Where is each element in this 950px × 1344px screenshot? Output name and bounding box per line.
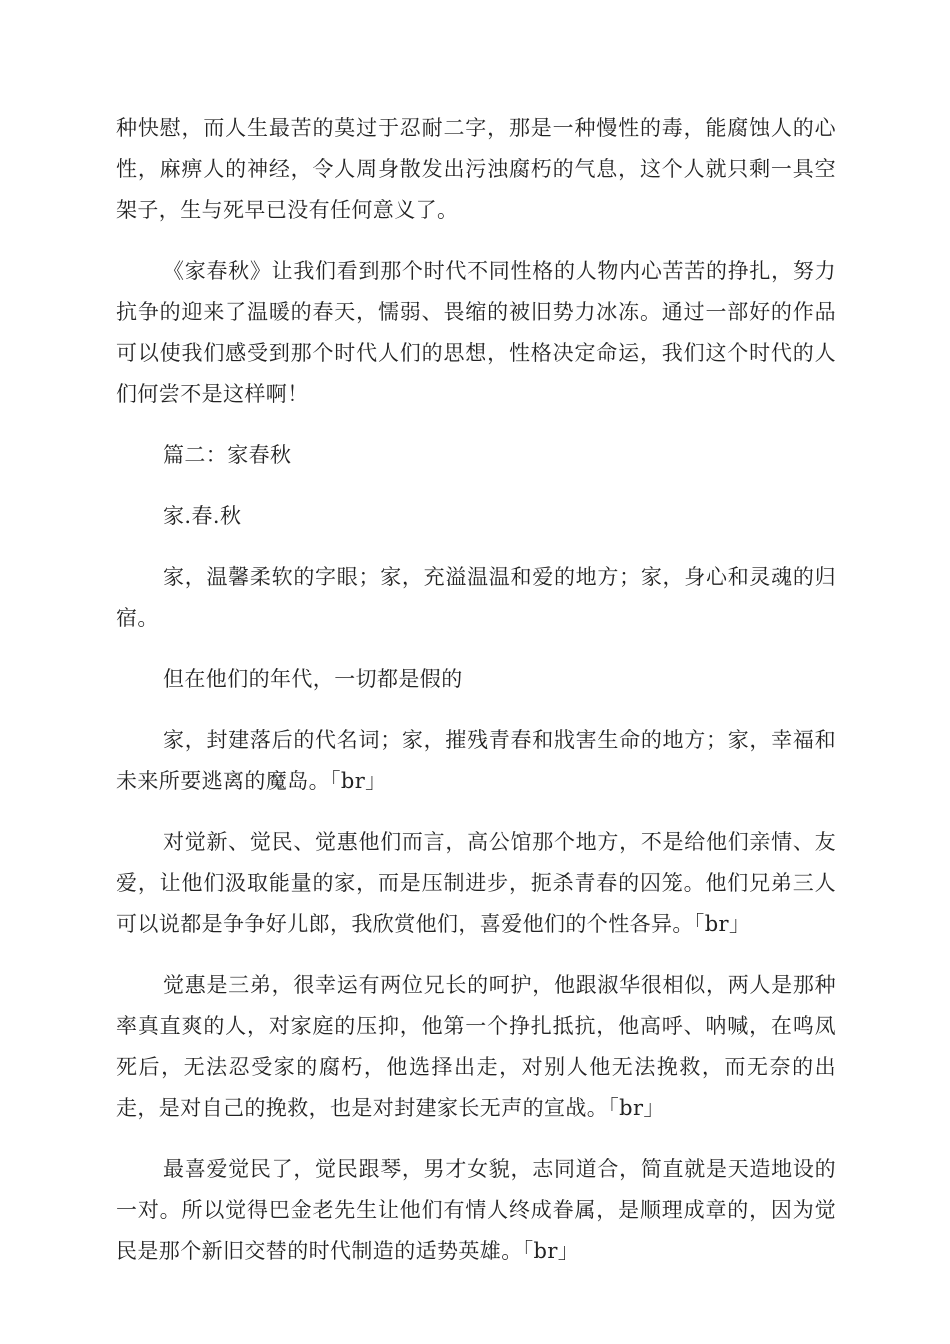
paragraph-continued: 种快慰，而人生最苦的莫过于忍耐二字，那是一种慢性的毒，能腐蚀人的心性，麻痹人的神经，令人周身散发出污浊腐朽的气息，这个人就只剩一具空架子，生与死早已没有任何意义了。 — [116, 116, 836, 222]
section-heading: 篇二：家春秋 — [163, 443, 292, 467]
document-page — [116, 108, 836, 1292]
paragraph: 最喜爱觉民了，觉民跟琴，男才女貌，志同道合，简直就是天造地设的一对。所以觉得巴金老先生让他们有情人终成眷属，是顺理成章的，因为觉民是那个新旧交替的时代制造的适势英雄。「br」 — [116, 1157, 836, 1263]
paragraph: 家，封建落后的代名词；家，摧残青春和戕害生命的地方；家，幸福和未来所要逃离的魔岛。「br」 — [116, 728, 836, 793]
paragraph: 觉惠是三弟，很幸运有两位兄长的呵护，他跟淑华很相似，两人是那种率真直爽的人，对家庭的压抑，他第一个挣扎抵抗，他高呼、呐喊，在鸣凤死后，无法忍受家的腐朽，他选择出走，对别人他无法挽救，而无奈的出走，是对自己的挽救，也是对封建家长无声的宣战。「br」 — [116, 973, 836, 1120]
section-title: 家.春.秋 — [163, 504, 242, 528]
paragraph-summary: 《家春秋》让我们看到那个时代不同性格的人物内心苦苦的挣扎，努力抗争的迎来了温暖的春天，懦弱、畏缩的被旧势力冰冻。通过一部好的作品可以使我们感受到那个时代人们的思想，性格决定命运，我们这个时代的人们何尝不是这样啊！ — [116, 259, 836, 406]
paragraph: 对觉新、觉民、觉惠他们而言，高公馆那个地方，不是给他们亲情、友爱，让他们汲取能量的家，而是压制进步，扼杀青春的囚笼。他们兄弟三人可以说都是争争好儿郎，我欣赏他们，喜爱他们的个性各异。「br」 — [116, 830, 836, 936]
paragraph: 但在他们的年代，一切都是假的 — [163, 667, 463, 691]
paragraph: 家，温馨柔软的字眼；家，充溢温温和爱的地方；家，身心和灵魂的归宿。 — [116, 565, 836, 630]
